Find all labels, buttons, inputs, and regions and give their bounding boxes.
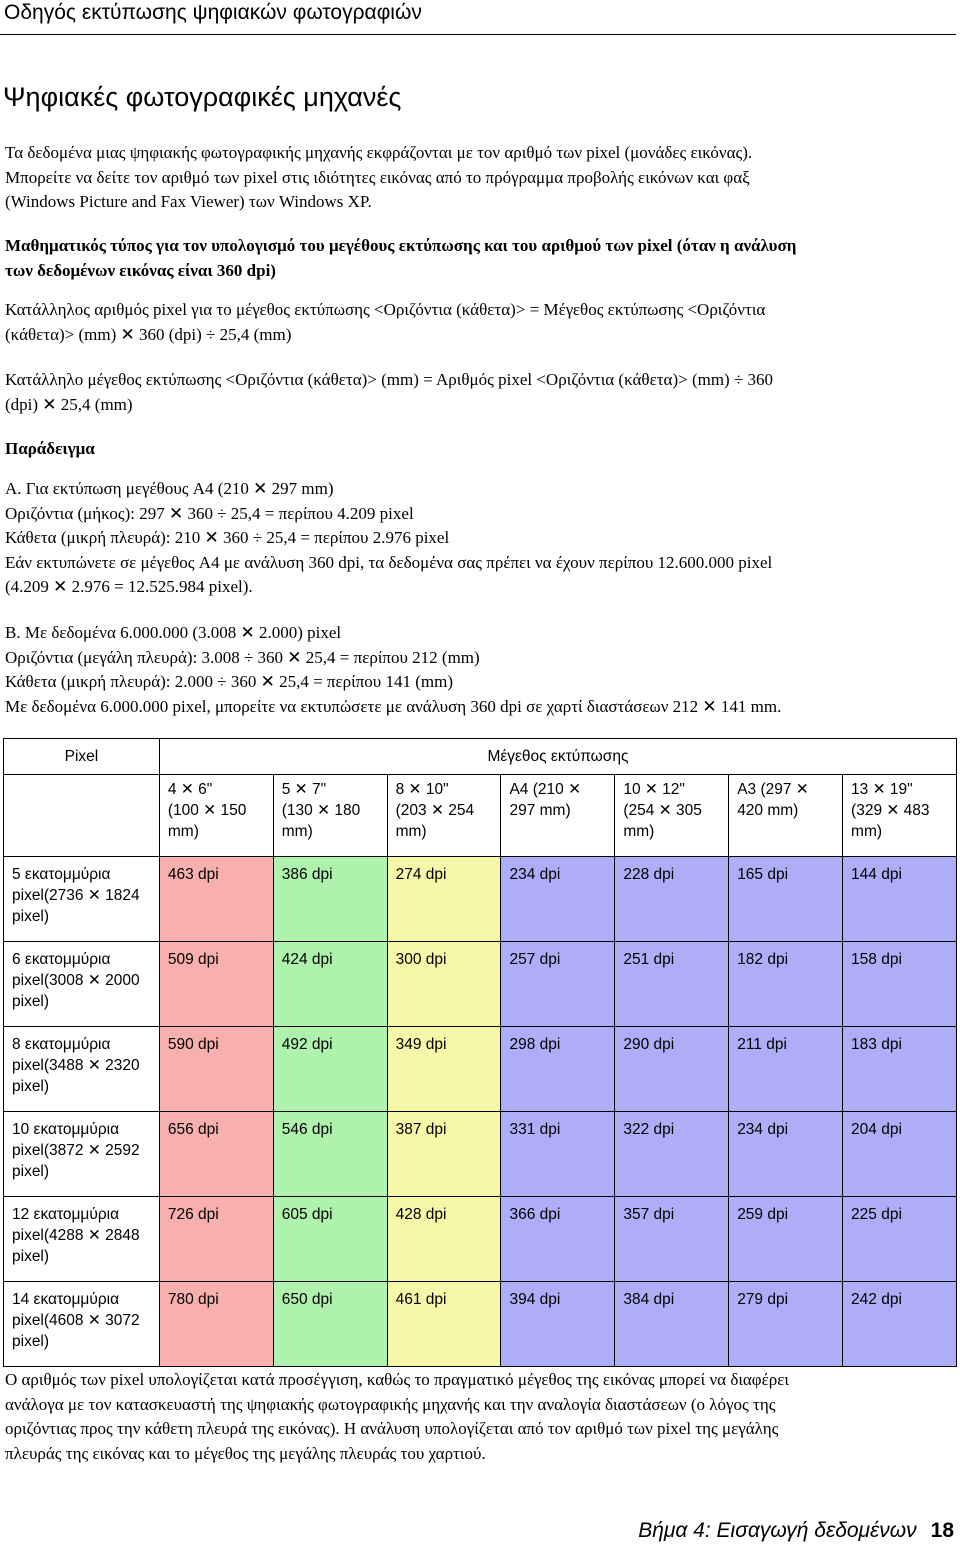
row-label-line: 10 εκατομμύρια xyxy=(12,1121,120,1138)
formula-heading xyxy=(5,234,950,283)
closing-line: Ο αριθμός των pixel υπολογίζεται κατά προσέγγιση, καθώς το πραγματικό μέγεθος της εικόνας μπορεί να διαφέρει xyxy=(5,1370,789,1389)
print-size-header: Μέγεθος εκτύπωσης xyxy=(159,739,956,775)
column-header-line: mm) xyxy=(395,823,427,840)
header-rule xyxy=(0,34,956,35)
table-row xyxy=(4,1282,957,1367)
example-b-line: Με δεδομένα 6.000.000 pixel, μπορείτε να εκτυπώσετε με ανάλυση 360 dpi σε χαρτί διαστάσεων 212 ✕ 141 mm. xyxy=(5,696,782,716)
dpi-cell: 394 dpi xyxy=(501,1282,615,1367)
dpi-cell: 357 dpi xyxy=(615,1197,729,1282)
row-label-line: pixel(3008 ✕ 2000 xyxy=(12,972,140,989)
dpi-cell: 428 dpi xyxy=(387,1197,501,1282)
column-header-line: 13 ✕ 19" xyxy=(851,781,913,798)
dpi-cell: 290 dpi xyxy=(615,1027,729,1112)
dpi-cell: 242 dpi xyxy=(843,1282,957,1367)
column-header-line: mm) xyxy=(167,823,199,840)
dpi-cell: 322 dpi xyxy=(615,1112,729,1197)
dpi-cell: 300 dpi xyxy=(387,942,501,1027)
formula-size xyxy=(5,368,950,417)
dpi-cell: 228 dpi xyxy=(615,857,729,942)
table-header-row xyxy=(4,739,957,775)
column-header xyxy=(843,775,957,857)
dpi-cell: 251 dpi xyxy=(615,942,729,1027)
row-label-line: pixel) xyxy=(12,993,50,1010)
dpi-cell: 234 dpi xyxy=(501,857,615,942)
row-label xyxy=(4,1282,160,1367)
closing-line: ανάλογα με τον κατασκευαστή της ψηφιακής φωτογραφικής μηχανής και την αναλογία διαστάσεων (ο λόγος της xyxy=(5,1394,776,1414)
column-header-line: A4 (210 ✕ xyxy=(509,781,582,798)
pixel-column-header: Pixel xyxy=(4,739,160,775)
row-label-line: pixel) xyxy=(12,1078,50,1095)
row-label-line: 12 εκατομμύρια xyxy=(12,1206,120,1223)
row-label-line: 5 εκατομμύρια xyxy=(12,866,111,883)
row-label-line: pixel) xyxy=(12,1248,50,1265)
dpi-cell: 158 dpi xyxy=(843,942,957,1027)
row-label xyxy=(4,942,160,1027)
column-header-line: (329 ✕ 483 xyxy=(851,802,930,819)
dpi-cell: 656 dpi xyxy=(159,1112,273,1197)
column-header-line: 420 mm) xyxy=(737,802,799,819)
example-heading: Παράδειγμα xyxy=(5,439,95,458)
example-a-line: Εάν εκτυπώνετε σε μέγεθος A4 με ανάλυση 360 dpi, τα δεδομένα σας πρέπει να έχουν περίπου 12.600.000 pixel xyxy=(5,552,773,572)
column-header-line: A3 (297 ✕ xyxy=(737,781,809,798)
dpi-cell: 211 dpi xyxy=(729,1027,843,1112)
dpi-cell: 463 dpi xyxy=(159,857,273,942)
column-header-line: 297 mm) xyxy=(509,802,571,819)
dpi-cell: 461 dpi xyxy=(387,1282,501,1367)
closing-line: πλευράς της εικόνας και το μέγεθος της μεγάλης πλευράς του χαρτιού. xyxy=(5,1443,486,1463)
header-title: Οδηγός εκτύπωσης ψηφιακών φωτογραφιών xyxy=(4,1,422,24)
dpi-cell: 726 dpi xyxy=(159,1197,273,1282)
dpi-cell: 546 dpi xyxy=(273,1112,387,1197)
dpi-cell: 387 dpi xyxy=(387,1112,501,1197)
intro-line: (Windows Picture and Fax Viewer) των Windows XP. xyxy=(5,192,372,211)
column-header-line: (130 ✕ 180 xyxy=(281,802,361,819)
dpi-cell: 183 dpi xyxy=(843,1027,957,1112)
column-header xyxy=(501,775,615,857)
example-b-line: B. Με δεδομένα 6.000.000 (3.008 ✕ 2.000) pixel xyxy=(5,623,342,642)
dpi-cell: 274 dpi xyxy=(387,857,501,942)
row-label-line: pixel(3488 ✕ 2320 xyxy=(12,1057,140,1074)
dpi-cell: 204 dpi xyxy=(843,1112,957,1197)
dpi-cell: 165 dpi xyxy=(729,857,843,942)
column-header-line: 8 ✕ 10" xyxy=(395,781,449,798)
table-body xyxy=(4,857,957,1367)
example-a-line: (4.209 ✕ 2.976 = 12.525.984 pixel). xyxy=(5,577,253,596)
example-a-line: Κάθετα (μικρή πλευρά): 210 ✕ 360 ÷ 25,4 = περίπου 2.976 pixel xyxy=(5,528,450,547)
intro-paragraph xyxy=(5,141,950,215)
page-header xyxy=(0,0,960,36)
column-header xyxy=(729,775,843,857)
row-label-line: 14 εκατομμύρια xyxy=(12,1291,120,1308)
dpi-cell: 650 dpi xyxy=(273,1282,387,1367)
page-footer xyxy=(638,1519,954,1543)
example-a-line: Οριζόντια (μήκος): 297 ✕ 360 ÷ 25,4 = περίπου 4.209 pixel xyxy=(5,503,414,523)
column-header xyxy=(273,775,387,857)
dpi-cell: 492 dpi xyxy=(273,1027,387,1112)
empty-header-cell xyxy=(4,775,160,857)
dpi-cell: 298 dpi xyxy=(501,1027,615,1112)
row-label xyxy=(4,1197,160,1282)
dpi-cell: 780 dpi xyxy=(159,1282,273,1367)
table-row xyxy=(4,1027,957,1112)
table-row xyxy=(4,857,957,942)
column-header xyxy=(615,775,729,857)
dpi-cell: 234 dpi xyxy=(729,1112,843,1197)
intro-line: Μπορείτε να δείτε τον αριθμό των pixel στις ιδιότητες εικόνας από το πρόγραμμα προβολής εικόνων και φαξ xyxy=(5,167,750,187)
column-header-line: 5 ✕ 7" xyxy=(281,781,327,798)
dpi-cell: 384 dpi xyxy=(615,1282,729,1367)
formula-line: (dpi) ✕ 25,4 (mm) xyxy=(5,394,133,414)
table-row xyxy=(4,1112,957,1197)
row-label xyxy=(4,857,160,942)
page-number: 18 xyxy=(930,1519,954,1542)
dpi-cell: 259 dpi xyxy=(729,1197,843,1282)
dpi-cell: 279 dpi xyxy=(729,1282,843,1367)
column-header-line: 4 ✕ 6" xyxy=(167,781,213,798)
column-header-line: mm) xyxy=(281,823,313,840)
row-label xyxy=(4,1027,160,1112)
row-label-line: pixel(4288 ✕ 2848 xyxy=(12,1227,140,1244)
table-row xyxy=(4,1197,957,1282)
row-label-line: 6 εκατομμύρια xyxy=(12,951,111,968)
dpi-cell: 225 dpi xyxy=(843,1197,957,1282)
example-b-line: Κάθετα (μικρή πλευρά): 2.000 ÷ 360 ✕ 25,4 = περίπου 141 (mm) xyxy=(5,672,453,691)
dpi-cell: 144 dpi xyxy=(843,857,957,942)
formula-pixels xyxy=(5,298,950,347)
example-b xyxy=(5,621,950,719)
dpi-cell: 386 dpi xyxy=(273,857,387,942)
dpi-cell: 424 dpi xyxy=(273,942,387,1027)
column-header-line: (203 ✕ 254 xyxy=(395,802,475,819)
formula-line: Κατάλληλος αριθμός pixel για το μέγεθος εκτύπωσης <Οριζόντια (κάθετα)> = Μέγεθος εκτύπωσης <Οριζόντια xyxy=(5,300,766,319)
dpi-cell: 605 dpi xyxy=(273,1197,387,1282)
column-header-line: mm) xyxy=(851,823,883,840)
column-header-line: mm) xyxy=(623,823,655,840)
example-b-line: Οριζόντια (μεγάλη πλευρά): 3.008 ÷ 360 ✕ 25,4 = περίπου 212 (mm) xyxy=(5,647,480,667)
dpi-cell: 349 dpi xyxy=(387,1027,501,1112)
column-header xyxy=(387,775,501,857)
column-header-line: (100 ✕ 150 xyxy=(167,802,247,819)
example-a-line: A. Για εκτύπωση μεγέθους A4 (210 ✕ 297 mm) xyxy=(5,479,334,498)
row-label-line: 8 εκατομμύρια xyxy=(12,1036,111,1053)
intro-line: Τα δεδομένα μιας ψηφιακής φωτογραφικής μηχανής εκφράζονται με τον αριθμό των pixel (μονάδες εικόνας). xyxy=(5,143,753,162)
formula-heading-line: Μαθηματικός τύπος για τον υπολογισμό του μεγέθους εκτύπωσης και του αριθμού των pixel (όταν η ανάλυση xyxy=(5,236,797,255)
row-label-line: pixel) xyxy=(12,1163,50,1180)
row-label-line: pixel(3872 ✕ 2592 xyxy=(12,1142,140,1159)
dpi-cell: 257 dpi xyxy=(501,942,615,1027)
row-label-line: pixel(2736 ✕ 1824 xyxy=(12,887,140,904)
dpi-table xyxy=(3,738,957,1367)
row-label-line: pixel) xyxy=(12,908,50,925)
closing-line: οριζόντιας προς την κάθετη πλευρά της εικόνας). Η ανάλυση υπολογίζεται από τον αριθμό των pixel της μεγάλης xyxy=(5,1419,779,1438)
column-header-line: (254 ✕ 305 xyxy=(623,802,702,819)
table-subheader-row xyxy=(4,775,957,857)
column-header-line: 10 ✕ 12" xyxy=(623,781,685,798)
row-label-line: pixel(4608 ✕ 3072 xyxy=(12,1312,140,1329)
formula-heading-line: των δεδομένων εικόνας είναι 360 dpi) xyxy=(5,260,276,280)
dpi-cell: 182 dpi xyxy=(729,942,843,1027)
example-a xyxy=(5,477,950,600)
dpi-cell: 590 dpi xyxy=(159,1027,273,1112)
section-title: Ψηφιακές φωτογραφικές μηχανές xyxy=(3,82,402,112)
dpi-cell: 509 dpi xyxy=(159,942,273,1027)
dpi-cell: 366 dpi xyxy=(501,1197,615,1282)
row-label-line: pixel) xyxy=(12,1333,50,1350)
table-row xyxy=(4,942,957,1027)
closing-paragraph xyxy=(5,1368,955,1466)
column-header xyxy=(159,775,273,857)
formula-line: (κάθετα)> (mm) ✕ 360 (dpi) ÷ 25,4 (mm) xyxy=(5,324,292,344)
formula-line: Κατάλληλο μέγεθος εκτύπωσης <Οριζόντια (κάθετα)> (mm) = Αριθμός pixel <Οριζόντια (κάθετα)> (mm) ÷ 360 xyxy=(5,370,774,389)
row-label xyxy=(4,1112,160,1197)
dpi-cell: 331 dpi xyxy=(501,1112,615,1197)
footer-section-label: Βήμα 4: Εισαγωγή δεδομένων xyxy=(638,1519,917,1542)
